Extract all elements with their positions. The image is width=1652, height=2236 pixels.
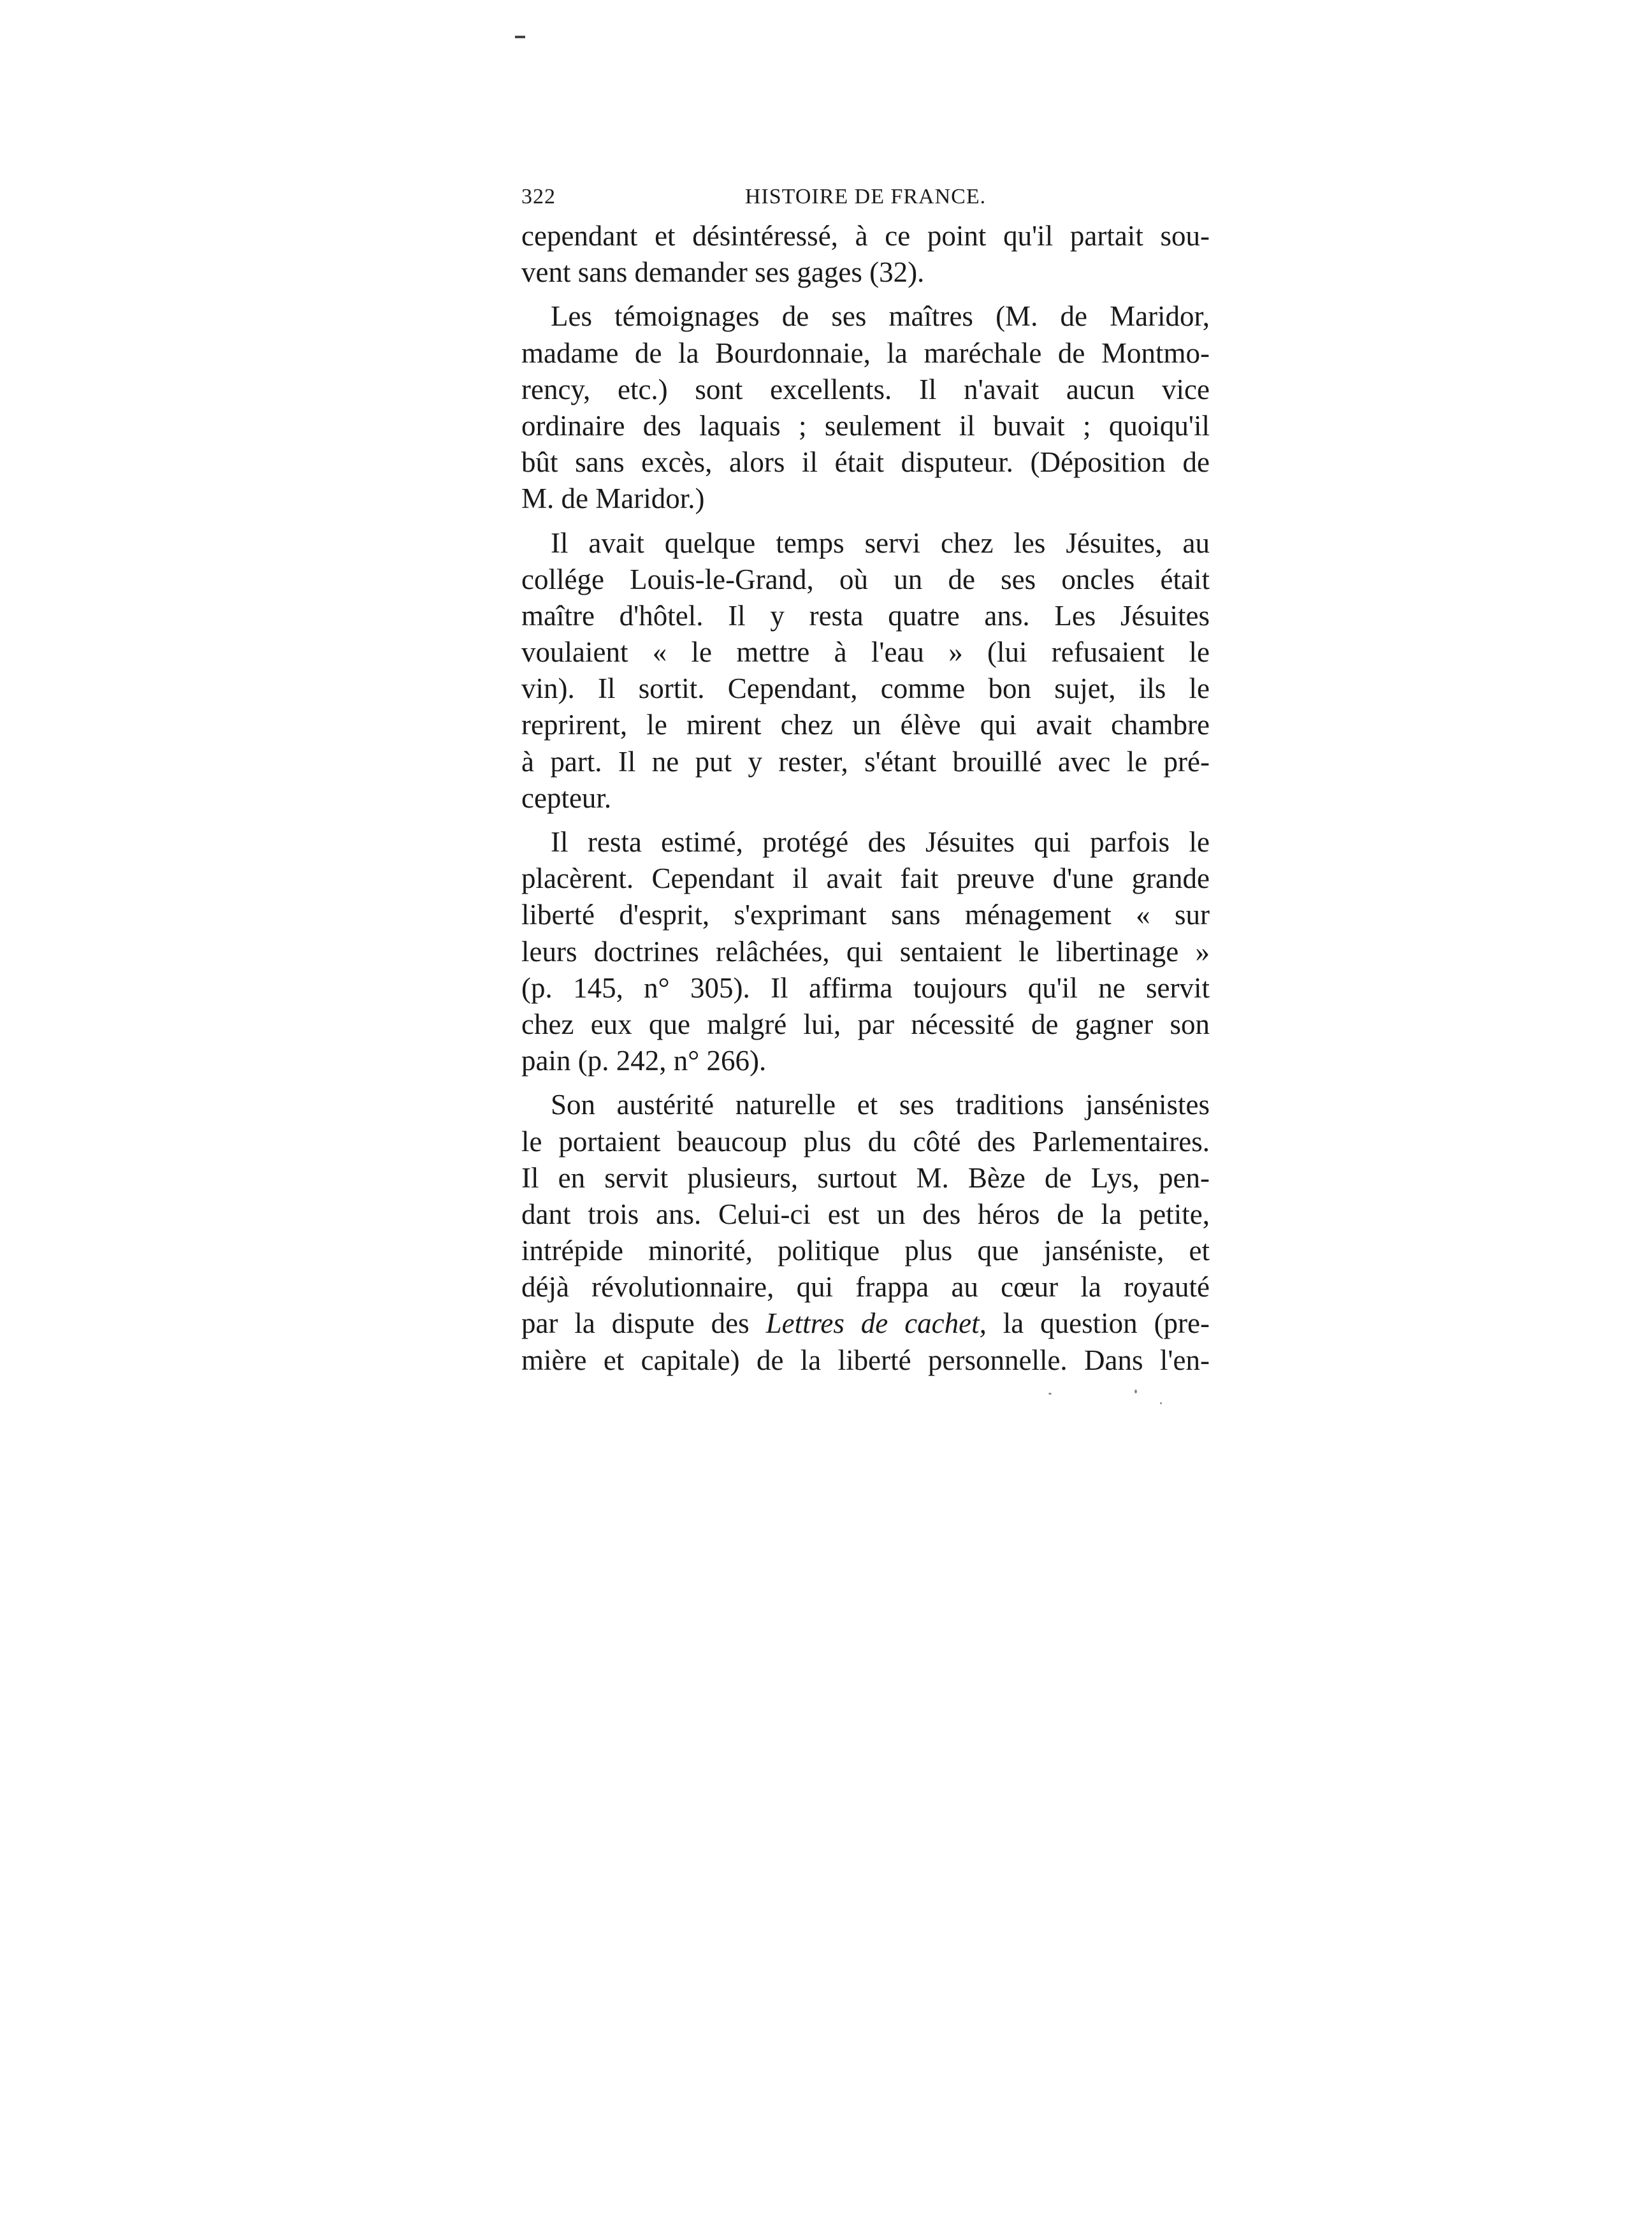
running-title: HISTOIRE DE FRANCE. bbox=[744, 185, 987, 208]
text-line: bût sans excès, alors il était disputeur. (Déposition de bbox=[521, 446, 1210, 479]
text-line: à part. Il ne put y rester, s'étant brouillé avec le pré- bbox=[521, 745, 1210, 778]
text-line: placèrent. Cependant il avait fait preuve d'une grande bbox=[521, 862, 1210, 895]
text-line: pain (p. 242, n° 266). bbox=[521, 1045, 767, 1077]
italic-title: Lettres de cachet, bbox=[765, 1307, 987, 1340]
text-line: collége Louis-le-Grand, où un de ses oncles était bbox=[521, 563, 1210, 595]
running-head bbox=[521, 180, 1210, 218]
text-line: vin). Il sortit. Cependant, comme bon sujet, ils le bbox=[521, 672, 1210, 705]
book-page bbox=[521, 180, 1210, 1379]
text-line: Il resta estimé, protégé des Jésuites qui parfois le bbox=[551, 826, 1210, 858]
text-fragment: par la dispute des bbox=[521, 1307, 766, 1340]
text-line: chez eux que malgré lui, par nécessité de gagner son bbox=[521, 1008, 1210, 1040]
text-line-with-italic bbox=[521, 1305, 1210, 1342]
body-text bbox=[521, 218, 1210, 1379]
text-line: rency, etc.) sont excellents. Il n'avait aucun vice bbox=[521, 373, 1210, 405]
text-line: (p. 145, n° 305). Il affirma toujours qu'il ne servit bbox=[521, 971, 1210, 1004]
text-line: ordinaire des laquais ; seulement il buvait ; quoiqu'il bbox=[521, 409, 1210, 442]
text-line: déjà révolutionnaire, qui frappa au cœur la royauté bbox=[521, 1271, 1210, 1303]
scan-speck bbox=[1048, 1393, 1052, 1395]
scan-speck bbox=[1134, 1390, 1137, 1393]
scan-mark bbox=[515, 36, 525, 38]
text-line: cependant et désintéressé, à ce point qu'il partait sou- bbox=[521, 220, 1210, 252]
text-line: maître d'hôtel. Il y resta quatre ans. Les Jésuites bbox=[521, 599, 1210, 632]
text-line: dant trois ans. Celui-ci est un des héros de la petite, bbox=[521, 1198, 1210, 1230]
text-line: intrépide minorité, politique plus que janséniste, et bbox=[521, 1235, 1210, 1267]
text-line: cepteur. bbox=[521, 781, 612, 814]
text-line: Son austérité naturelle et ses traditions jansénistes bbox=[551, 1089, 1210, 1121]
text-line: leurs doctrines relâchées, qui sentaient le libertinage » bbox=[521, 935, 1210, 968]
text-line: M. de Maridor.) bbox=[521, 483, 705, 515]
text-line: mière et capitale) de la liberté personnelle. Dans l'en- bbox=[521, 1344, 1210, 1376]
text-line: Il en servit plusieurs, surtout M. Bèze de Lys, pen- bbox=[521, 1161, 1210, 1194]
text-line: Il avait quelque temps servi chez les Jésuites, au bbox=[551, 526, 1210, 559]
text-line: le portaient beaucoup plus du côté des Parlementaires. bbox=[521, 1125, 1210, 1158]
page-number: 322 bbox=[521, 185, 556, 208]
text-line: Les témoignages de ses maîtres (M. de Maridor, bbox=[551, 300, 1210, 333]
text-line: voulaient « le mettre à l'eau » (lui refusaient le bbox=[521, 636, 1210, 669]
text-line: madame de la Bourdonnaie, la maréchale de Montmo- bbox=[521, 337, 1210, 369]
text-fragment: la question (pre- bbox=[986, 1307, 1210, 1340]
text-line: liberté d'esprit, s'exprimant sans ménagement « sur bbox=[521, 899, 1210, 931]
text-line: reprirent, le mirent chez un élève qui avait chambre bbox=[521, 709, 1210, 741]
text-line: vent sans demander ses gages (32). bbox=[521, 256, 925, 289]
scan-speck bbox=[1160, 1402, 1162, 1404]
